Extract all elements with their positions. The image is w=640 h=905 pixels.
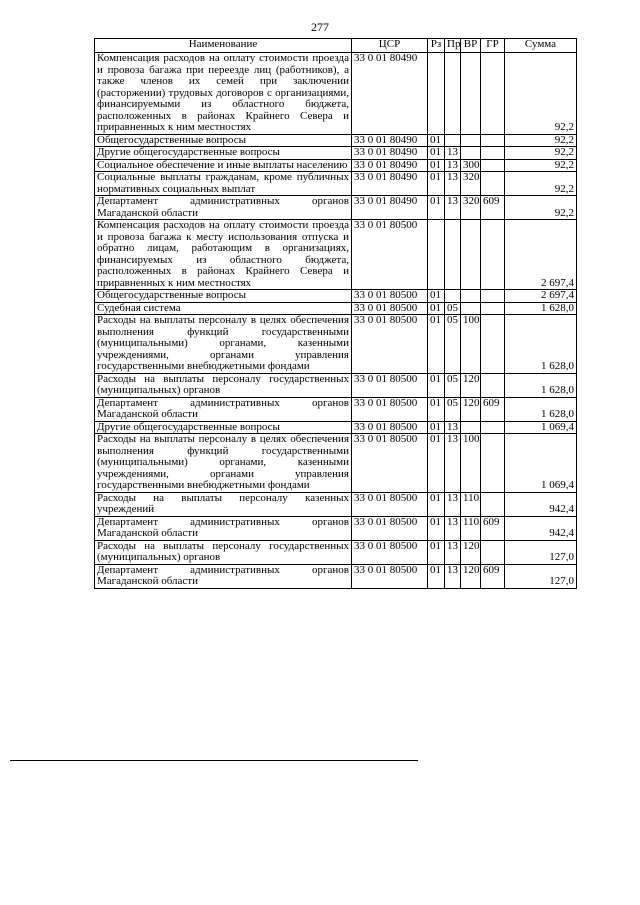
cell-gr	[481, 540, 505, 564]
cell-vr: 120	[461, 540, 481, 564]
cell-pr: 13	[445, 516, 461, 540]
cell-gr	[481, 220, 505, 290]
cell-vr: 320	[461, 196, 481, 220]
cell-gr	[481, 134, 505, 147]
table-row	[95, 516, 577, 540]
cell-pr: 05	[445, 397, 461, 421]
cell-vr	[461, 220, 481, 290]
cell-name: Социальные выплаты гражданам, кроме публичных нормативных социальных выплат	[95, 172, 352, 196]
cell-vr	[461, 421, 481, 434]
header-csr: ЦСР	[352, 39, 428, 53]
cell-gr	[481, 373, 505, 397]
cell-vr: 100	[461, 434, 481, 493]
cell-csr: 33 0 01 80500	[352, 540, 428, 564]
table-row	[95, 315, 577, 374]
table-body	[95, 53, 577, 589]
table-row	[95, 373, 577, 397]
cell-gr	[481, 302, 505, 315]
cell-gr	[481, 290, 505, 303]
cell-rz: 01	[428, 564, 445, 588]
cell-vr	[461, 53, 481, 135]
cell-sum: 942,4	[505, 492, 577, 516]
cell-gr: 609	[481, 516, 505, 540]
cell-gr	[481, 492, 505, 516]
cell-vr: 120	[461, 397, 481, 421]
table-row	[95, 564, 577, 588]
cell-csr: 33 0 01 80500	[352, 373, 428, 397]
cell-name: Департамент административных органов Магаданской области	[95, 516, 352, 540]
cell-rz: 01	[428, 302, 445, 315]
cell-gr	[481, 172, 505, 196]
cell-csr: 33 0 01 80490	[352, 159, 428, 172]
cell-pr	[445, 290, 461, 303]
cell-pr: 05	[445, 315, 461, 374]
cell-sum: 92,2	[505, 53, 577, 135]
header-rz: Рз	[428, 39, 445, 53]
table-row	[95, 147, 577, 160]
page-number: 277	[311, 20, 329, 34]
cell-rz: 01	[428, 196, 445, 220]
cell-csr: 33 0 01 80490	[352, 147, 428, 160]
cell-vr: 300	[461, 159, 481, 172]
cell-rz: 01	[428, 290, 445, 303]
cell-sum: 1 628,0	[505, 302, 577, 315]
table-header-row	[95, 39, 577, 53]
header-gr: ГР	[481, 39, 505, 53]
cell-pr: 05	[445, 302, 461, 315]
cell-pr: 13	[445, 147, 461, 160]
cell-gr: 609	[481, 397, 505, 421]
cell-rz: 01	[428, 516, 445, 540]
cell-csr: 33 0 01 80490	[352, 172, 428, 196]
table-row	[95, 397, 577, 421]
cell-vr	[461, 302, 481, 315]
cell-vr	[461, 134, 481, 147]
cell-name: Компенсация расходов на оплату стоимости проезда и провоза багажа к месту использования отпуска и обратно лицам, работающим в организациях, финансируемых из областного бюджета, расположенных в районах Крайнего Севера и приравненных к ним местностях	[95, 220, 352, 290]
table-row	[95, 290, 577, 303]
table-row	[95, 53, 577, 135]
cell-sum: 92,2	[505, 196, 577, 220]
cell-sum: 1 069,4	[505, 421, 577, 434]
cell-csr: 33 0 01 80500	[352, 564, 428, 588]
cell-csr: 33 0 01 80500	[352, 290, 428, 303]
cell-vr: 100	[461, 315, 481, 374]
cell-name: Социальное обеспечение и иные выплаты населению	[95, 159, 352, 172]
cell-pr: 13	[445, 159, 461, 172]
cell-sum: 942,4	[505, 516, 577, 540]
header-vr: ВР	[461, 39, 481, 53]
cell-rz: 01	[428, 134, 445, 147]
table-row	[95, 134, 577, 147]
cell-pr	[445, 220, 461, 290]
header-pr: Пр	[445, 39, 461, 53]
cell-pr: 13	[445, 540, 461, 564]
table-row	[95, 220, 577, 290]
cell-vr: 110	[461, 492, 481, 516]
cell-rz: 01	[428, 147, 445, 160]
cell-sum: 92,2	[505, 147, 577, 160]
cell-rz	[428, 220, 445, 290]
cell-pr: 13	[445, 421, 461, 434]
cell-gr: 609	[481, 196, 505, 220]
cell-name: Расходы на выплаты персоналу казенных учреждений	[95, 492, 352, 516]
cell-name: Судебная система	[95, 302, 352, 315]
cell-name: Другие общегосударственные вопросы	[95, 421, 352, 434]
cell-sum: 127,0	[505, 540, 577, 564]
cell-vr: 320	[461, 172, 481, 196]
table-row	[95, 421, 577, 434]
cell-rz: 01	[428, 315, 445, 374]
cell-gr	[481, 147, 505, 160]
table-row	[95, 172, 577, 196]
cell-csr: 33 0 01 80500	[352, 315, 428, 374]
cell-sum: 1 628,0	[505, 315, 577, 374]
table-row	[95, 540, 577, 564]
budget-table	[94, 38, 577, 589]
cell-vr	[461, 290, 481, 303]
cell-csr: 33 0 01 80500	[352, 302, 428, 315]
cell-name: Расходы на выплаты персоналу в целях обеспечения выполнения функций государственными (муниципальными) органами, казенными учреждениями, органами управления государственными внебюджетными фондами	[95, 434, 352, 493]
cell-sum: 2 697,4	[505, 290, 577, 303]
table-row	[95, 302, 577, 315]
cell-sum: 92,2	[505, 134, 577, 147]
header-sum: Сумма	[505, 39, 577, 53]
cell-name: Расходы на выплаты персоналу в целях обеспечения выполнения функций государственными (муниципальными) органами, казенными учреждениями, органами управления государственными внебюджетными фондами	[95, 315, 352, 374]
cell-pr: 13	[445, 564, 461, 588]
table-row	[95, 159, 577, 172]
cell-vr: 110	[461, 516, 481, 540]
cell-name: Компенсация расходов на оплату стоимости проезда и провоза багажа при переезде лиц (работников), а также членов их семей при заключении (расторжении) трудовых договоров с организациями, финансируемыми из областного бюджета, расположенных в районах Крайнего Севера и приравненных к ним местностях	[95, 53, 352, 135]
cell-pr: 13	[445, 434, 461, 493]
cell-name: Департамент административных органов Магаданской области	[95, 196, 352, 220]
cell-name: Общегосударственные вопросы	[95, 134, 352, 147]
cell-pr: 05	[445, 373, 461, 397]
cell-rz	[428, 53, 445, 135]
cell-vr: 120	[461, 564, 481, 588]
cell-sum: 1 069,4	[505, 434, 577, 493]
cell-rz: 01	[428, 540, 445, 564]
header-name: Наименование	[95, 39, 352, 53]
cell-rz: 01	[428, 421, 445, 434]
table-row	[95, 434, 577, 493]
cell-rz: 01	[428, 159, 445, 172]
cell-pr	[445, 134, 461, 147]
cell-gr	[481, 53, 505, 135]
cell-gr	[481, 434, 505, 493]
footnote-divider	[10, 760, 418, 761]
cell-gr	[481, 159, 505, 172]
cell-csr: 33 0 01 80500	[352, 492, 428, 516]
cell-gr	[481, 421, 505, 434]
cell-name: Расходы на выплаты персоналу государственных (муниципальных) органов	[95, 373, 352, 397]
cell-sum: 127,0	[505, 564, 577, 588]
cell-name: Расходы на выплаты персоналу государственных (муниципальных) органов	[95, 540, 352, 564]
cell-csr: 33 0 01 80500	[352, 434, 428, 493]
cell-sum: 1 628,0	[505, 373, 577, 397]
cell-rz: 01	[428, 434, 445, 493]
cell-vr: 120	[461, 373, 481, 397]
cell-csr: 33 0 01 80500	[352, 397, 428, 421]
cell-csr: 33 0 01 80490	[352, 134, 428, 147]
cell-name: Другие общегосударственные вопросы	[95, 147, 352, 160]
cell-csr: 33 0 01 80490	[352, 53, 428, 135]
cell-rz: 01	[428, 172, 445, 196]
cell-gr	[481, 315, 505, 374]
cell-name: Департамент административных органов Магаданской области	[95, 564, 352, 588]
cell-vr	[461, 147, 481, 160]
cell-pr: 13	[445, 172, 461, 196]
table-row	[95, 492, 577, 516]
cell-sum: 2 697,4	[505, 220, 577, 290]
cell-csr: 33 0 01 80500	[352, 516, 428, 540]
cell-pr: 13	[445, 492, 461, 516]
cell-rz: 01	[428, 397, 445, 421]
cell-rz: 01	[428, 373, 445, 397]
cell-sum: 92,2	[505, 172, 577, 196]
cell-csr: 33 0 01 80500	[352, 220, 428, 290]
cell-name: Общегосударственные вопросы	[95, 290, 352, 303]
cell-csr: 33 0 01 80490	[352, 196, 428, 220]
cell-rz: 01	[428, 492, 445, 516]
cell-sum: 1 628,0	[505, 397, 577, 421]
cell-pr: 13	[445, 196, 461, 220]
cell-name: Департамент административных органов Магаданской области	[95, 397, 352, 421]
cell-gr: 609	[481, 564, 505, 588]
cell-csr: 33 0 01 80500	[352, 421, 428, 434]
table-row	[95, 196, 577, 220]
cell-pr	[445, 53, 461, 135]
cell-sum: 92,2	[505, 159, 577, 172]
